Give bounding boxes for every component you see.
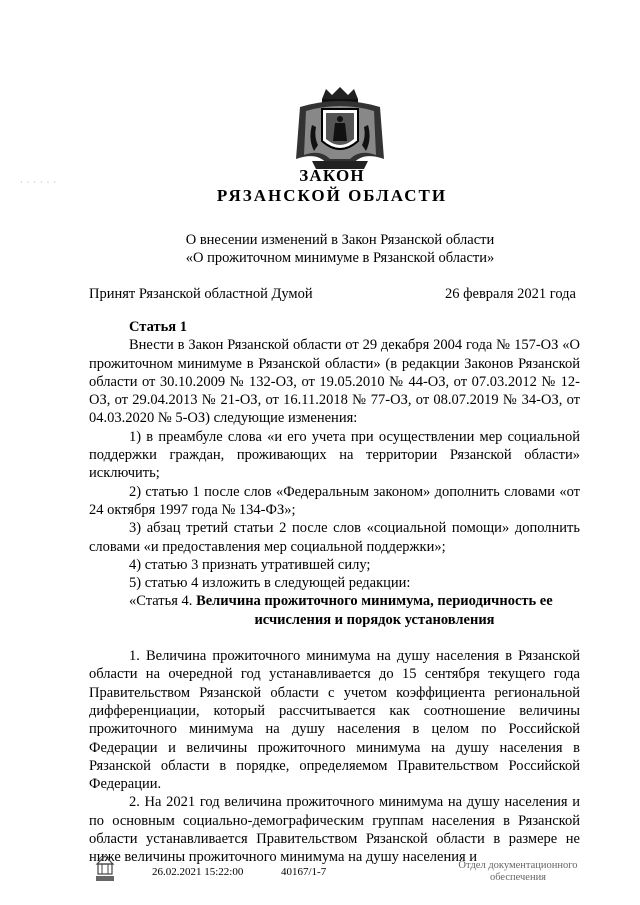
footer-department-stamp (448, 860, 588, 884)
article-intro: Внести в Закон Рязанской области от 29 декабря 2004 года № 157-ОЗ «О прожиточном минимуме в Рязанской области» (в редакции Законов Рязанской области от 30.10.2009 № 132-ОЗ, от 19.05.2010 № 44-ОЗ, от 07.03.2012 № 12-ОЗ, от 29.04.2013 № 21-ОЗ, от 16.11.2018 № 77-ОЗ, от 08.07.2019 № 34-ОЗ, от 04.03.2020 № 5-ОЗ) следующие изменения: (89, 337, 580, 427)
article4-paragraph-1: 1. Величина прожиточного минимума на душу населения в Рязанской области на очередной год устанавливается до 15 сентября текущего года Правительством Рязанской области с учетом коэффициента региональной дифференциации, который рассчитывается как соотношение величины прожиточного минимума на душу населения в целом по Российской Федерации и величины прожиточного минимума на душу населения в Рязанской области в порядке, определяемом Правительством Российской Федерации. (89, 648, 580, 793)
article4-title-a: Величина прожиточного минимума, периодичность ее (196, 593, 553, 610)
footer-doc-number: 40167/1-7 (281, 866, 327, 878)
article-heading: Статья 1 (129, 319, 187, 335)
amendment-item-5: 5) статью 4 изложить в следующей редакции: (129, 575, 411, 592)
article4-heading (89, 592, 580, 610)
law-subtitle-line2: «О прожиточном минимуме в Рязанской области» (185, 250, 495, 266)
footer-dept-line2: обеспечения (489, 872, 547, 883)
law-region-title: РЯЗАНСКОЙ ОБЛАСТИ (216, 186, 448, 205)
law-body (89, 318, 580, 867)
margin-dots: · · · · · · (20, 178, 57, 187)
adoption-date: 26 февраля 2021 года (444, 286, 576, 302)
amendment-item-4: 4) статью 3 признать утратившей силу; (129, 556, 371, 573)
amendment-item-1: 1) в преамбуле слова «и его учета при осуществлении мер социальной поддержки граждан, проживающих на территории Рязанской области» исключить; (89, 428, 580, 482)
article4-title-b: исчисления и порядок установления (254, 611, 495, 628)
registry-logo-icon (93, 854, 117, 884)
amendment-item-2: 2) статью 1 после слов «Федеральным законом» дополнить словами «от 24 октября 1997 года № 134-ФЗ»; (89, 483, 580, 518)
article4-prefix: «Статья 4. (129, 593, 197, 610)
law-title: ЗАКОН (299, 166, 365, 185)
law-subtitle-line1: О внесении изменений в Закон Рязанской области (185, 232, 495, 248)
amendment-item-3: 3) абзац третий статьи 2 после слов «социальной помощи» дополнить словами «и предоставления мер социальной поддержки»; (89, 520, 580, 555)
ryazan-coat-of-arms-emblem (292, 85, 388, 171)
adoption-label: Принят Рязанской областной Думой (89, 286, 313, 302)
footer-datetime: 26.02.2021 15:22:00 (152, 866, 244, 878)
article4-paragraph-2: 2. На 2021 год величина прожиточного минимума на душу населения и по основным социально-демографическим группам населения в Рязанской области устанавливается Правительством Рязанской области в размере не ниже величины прожиточного минимума на душу населения и (89, 794, 580, 866)
footer-dept-line1: Отдел документационного (458, 860, 578, 871)
